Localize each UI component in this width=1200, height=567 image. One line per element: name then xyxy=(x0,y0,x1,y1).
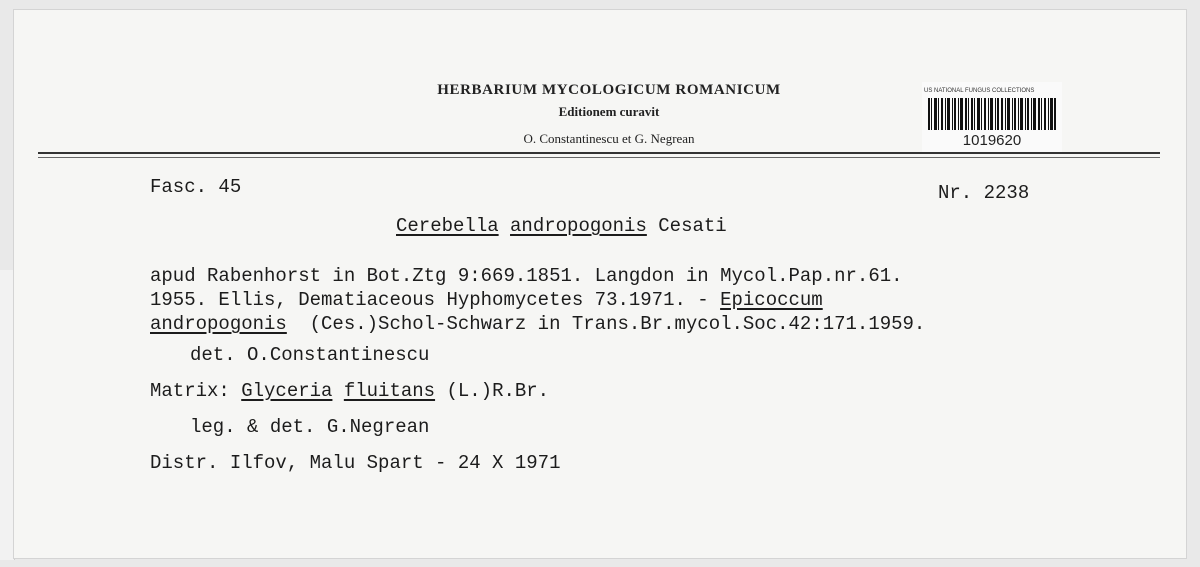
synonym-genus: Epicoccum xyxy=(720,289,823,311)
species-genus: Cerebella xyxy=(396,215,499,237)
matrix-genus: Glyceria xyxy=(241,380,333,402)
species-author: Cesati xyxy=(646,215,727,237)
barcode-icon xyxy=(928,98,1056,130)
barcode-caption: US NATIONAL FUNGUS COLLECTIONS xyxy=(924,88,1035,94)
collector: leg. & det. G.Negrean xyxy=(190,416,430,438)
header-rule-thin xyxy=(38,157,1160,158)
species-epithet: andropogonis xyxy=(510,215,647,237)
determiner: det. O.Constantinescu xyxy=(190,344,430,366)
herbarium-title: HERBARIUM MYCOLOGICUM ROMANICUM xyxy=(437,82,781,98)
citation-line-3-text: (Ces.)Schol-Schwarz in Trans.Br.mycol.Soc.42:171.1959. xyxy=(286,313,926,335)
synonym-epithet: andropogonis xyxy=(150,313,287,335)
matrix-author: (L.)R.Br. xyxy=(435,380,550,402)
matrix-epithet: fluitans xyxy=(343,380,436,402)
citation-line-3 xyxy=(150,313,925,335)
distribution: Distr. Ilfov, Malu Spart - 24 X 1971 xyxy=(150,452,561,474)
paper-edge xyxy=(0,270,15,560)
citation-line-2 xyxy=(150,289,823,311)
header-rule xyxy=(38,152,1160,154)
fascicle-number: Fasc. 45 xyxy=(150,176,242,198)
barcode-number: 1019620 xyxy=(962,132,1022,149)
matrix-prefix: Matrix: xyxy=(150,380,242,402)
editors-heading: Editionem curavit xyxy=(558,104,660,119)
species-name xyxy=(396,215,727,237)
citation-line-2-text: 1955. Ellis, Dematiaceous Hyphomycetes 73.1971. - xyxy=(150,289,721,311)
matrix-line xyxy=(150,380,549,402)
editors-names: O. Constantinescu et G. Negrean xyxy=(523,131,695,146)
citation-line-1: apud Rabenhorst in Bot.Ztg 9:669.1851. Langdon in Mycol.Pap.nr.61. xyxy=(150,265,903,287)
barcode-label xyxy=(922,82,1062,152)
specimen-number: Nr. 2238 xyxy=(938,182,1030,204)
